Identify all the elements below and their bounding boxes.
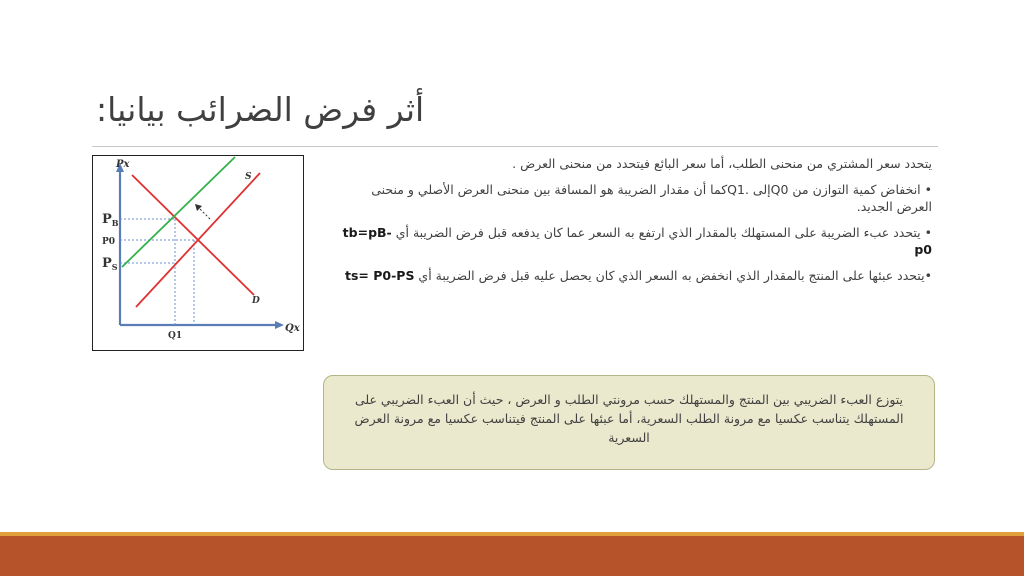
graph-frame — [93, 156, 304, 351]
paragraph-consumer-burden: • يتحدد عبء الضريبة على المستهلك بالمقدار الذي ارتفع به السعر عما كان يدفعه قبل فرض الضريبة أي tb=pB-p0 — [342, 225, 932, 257]
ps-label: $P_S$ — [102, 256, 118, 272]
q1-label: Q1 — [168, 331, 183, 341]
tax-supply-demand-graph — [92, 155, 304, 351]
consumer-burden-formula: tb=pB-p0 — [342, 225, 932, 257]
supply-label: S — [245, 172, 252, 182]
tax-incidence-note: يتوزع العبء الضريبي بين المنتج والمستهلك حسب مرونتي الطلب و العرض ، حيث أن العبء الضريبي على المستهلك يتناسب عكسيا مع مرونة الطلب السعرية، أما عبئها على المنتج فيتناسب عكسيا مع مرونة العرض السعرية — [323, 375, 935, 470]
paragraph-quantity-drop: • انخفاض كمية التوازن من Q0إلى .Q1كما أن مقدار الضريبة هو المسافة بين منحنى العرض الأصلي و منحنى العرض الجديد. — [371, 182, 932, 214]
paragraph-buyer-seller-price: يتحدد سعر المشتري من منحنى الطلب، أما سعر البائع فيتحدد من منحنى العرض . — [512, 156, 932, 171]
slide-title: أثر فرض الضرائب بيانيا: — [96, 90, 425, 129]
title-divider — [92, 146, 938, 147]
paragraph-producer-burden: •يتحدد عبئها على المنتج بالمقدار الذي انخفض به السعر الذي كان يحصل عليه قبل فرض الضريبة أي ts= P0-PS — [345, 268, 932, 283]
demand-label: D — [252, 296, 260, 306]
pb-label: $P_B$ — [102, 212, 119, 228]
producer-burden-formula: ts= P0-PS — [345, 268, 415, 283]
explanation-text — [332, 155, 932, 293]
x-axis-label: Qx — [285, 323, 300, 334]
footer-band — [0, 536, 1024, 576]
y-axis-label: Px — [116, 159, 130, 170]
p0-label: P0 — [102, 237, 116, 247]
